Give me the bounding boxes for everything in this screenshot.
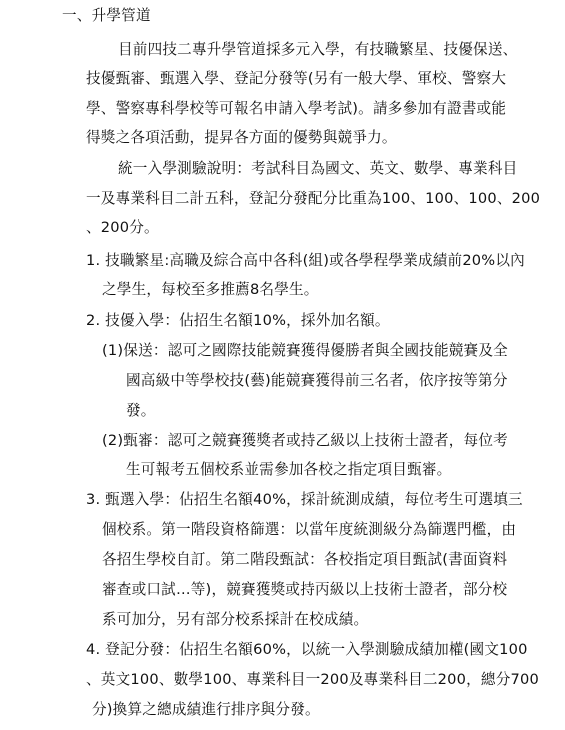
- item4-line-2: 、英文100、數學100、專業科目一200及專業科目二200，總分700: [86, 671, 539, 688]
- intro-line-4: 得獎之各項活動，提昇各方面的優勢與競爭力。: [86, 129, 397, 146]
- section-heading: 一、升學管道: [62, 7, 151, 24]
- item3-line-1: 3. 甄選入學：佔招生名額40%，採計統測成績，每位考生可選填三: [86, 491, 523, 508]
- item3-line-4: 審查或口試…等)，競賽獲獎或持丙級以上技術士證者，部分校: [102, 581, 508, 598]
- exam-line-1: 統一入學測驗說明：考試科目為國文、英文、數學、專業科目: [118, 160, 518, 177]
- item2-line-1: 2. 技優入學：佔招生名額10%，採外加名額。: [86, 312, 390, 329]
- exam-line-3: 、200分。: [86, 219, 159, 236]
- item2-sub1-line-1: (1)保送：認可之國際技能競賽獲得優勝者與全國技能競賽及全: [102, 342, 508, 359]
- item4-line-3: 分)換算之總成績進行排序與分發。: [92, 701, 320, 718]
- item2-sub1-line-2: 國高級中等學校技(藝)能競賽獲得前三名者，依序按等第分: [126, 372, 508, 389]
- item1-line-2: 之學生，每校至多推薦8名學生。: [102, 281, 319, 298]
- item1-line-1: 1. 技職繁星:高職及綜合高中各科(組)或各學程學業成績前20%以內: [86, 252, 525, 269]
- item2-sub2-line-1: (2)甄審：認可之競賽獲獎者或持乙級以上技術士證者，每位考: [102, 432, 508, 449]
- item4-line-1: 4. 登記分發：佔招生名額60%，以統一入學測驗成績加權(國文100: [86, 641, 528, 658]
- item2-sub2-line-2: 生可報考五個校系並需參加各校之指定項目甄審。: [126, 461, 452, 478]
- intro-line-3: 學、警察專科學校等可報名申請入學考試)。請多參加有證書或能: [86, 100, 507, 117]
- item3-line-5: 系可加分，另有部分校系採計在校成績。: [102, 611, 369, 628]
- item2-sub1-line-3: 發。: [126, 402, 156, 419]
- item3-line-2: 個校系。第一階段資格篩選：以當年度統測級分為篩選門檻，由: [102, 521, 517, 538]
- item3-line-3: 各招生學校自訂。第二階段甄試：各校指定項目甄試(書面資料: [102, 551, 508, 568]
- exam-line-2: 一及專業科目二計五科，登記分發配分比重為100、100、100、200: [86, 190, 541, 207]
- intro-line-1: 目前四技二專升學管道採多元入學，有技職繁星、技優保送、: [118, 41, 518, 58]
- intro-line-2: 技優甄審、甄選入學、登記分發等(另有一般大學、軍校、警察大: [86, 70, 507, 87]
